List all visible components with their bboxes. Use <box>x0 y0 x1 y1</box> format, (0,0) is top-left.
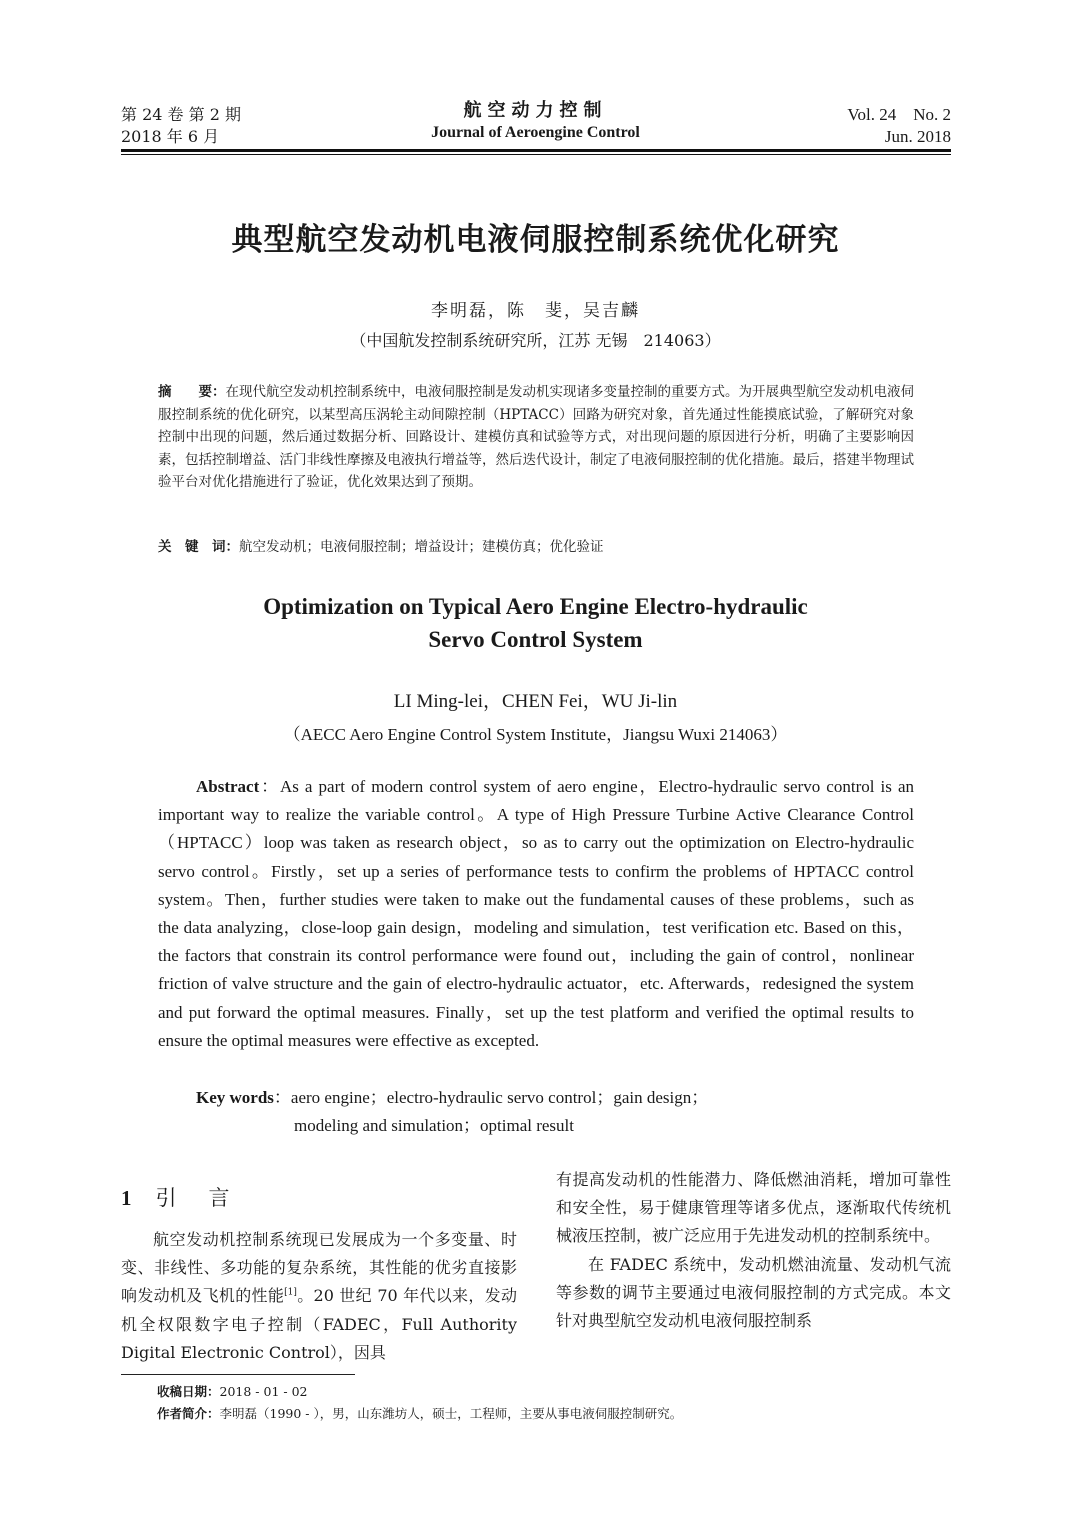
abstract-en-text: As a part of modern control system of aero engine，Electro-hydraulic servo control is an important way to realize the variable control。A type of High Pressure Turbine Active Clearance Control（HPTACC）loop was taken as research object，so as to carry out the optimization on Electro-hydraulic servo control。Firstly，set up a series of performance tests to confirm the problems of HPTACC control system。Then，further studies were taken to make out the fundamental causes of these problems，such as the data analyzing，close-loop gain design，modeling and simulation，test verification etc. Based on this，the factors that constrain its control performance were found out，including the gain of control，nonlinear friction of valve structure and the gain of electro-hydraulic actuator，etc. Afterwards，redesigned the system and put forward the optimal measures. Finally，set up the test platform and verified the optimal results to ensure the optimal measures were effective as excepted. <box>158 777 914 1050</box>
paper-title-en-line1: Optimization on Typical Aero Engine Electro-hydraulic <box>263 594 808 619</box>
received-date-note <box>157 1381 682 1403</box>
footnotes <box>157 1381 682 1425</box>
abstract-cn <box>158 381 914 494</box>
keywords-en-colon: ： <box>273 1088 291 1107</box>
header-rule-thick <box>121 149 951 152</box>
footnote-rule <box>121 1374 355 1375</box>
keywords-en <box>196 1084 916 1140</box>
body-column-right <box>556 1166 951 1335</box>
affiliation-cn: （中国航发控制系统研究所，江苏 无锡 214063） <box>350 331 721 350</box>
abstract-en <box>158 773 914 1055</box>
journal-name-cn: 航空动力控制 <box>463 100 608 121</box>
abstract-cn-label: 摘 要： <box>158 384 226 400</box>
received-date: 2018 - 01 - 02 <box>219 1384 308 1399</box>
section-title-part1: 引 <box>155 1186 177 1210</box>
body-paragraph <box>121 1226 517 1367</box>
paper-title-cn: 典型航空发动机电液伺服控制系统优化研究 <box>231 222 840 258</box>
section-heading <box>121 1182 230 1212</box>
abstract-en-label: Abstract <box>196 777 260 796</box>
body-column-left <box>121 1226 517 1367</box>
body-paragraph: 有提高发动机的性能潜力、降低燃油消耗，增加可靠性和安全性，易于健康管理等诸多优点，逐渐取代传统机械液压控制，被广泛应用于先进发动机的控制系统中。 <box>556 1170 951 1246</box>
body-paragraph: 在 FADEC 系统中，发动机燃油流量、发动机气流等参数的调节主要通过电液伺服控制的方式完成。本文针对典型航空发动机电液伺服控制系 <box>556 1254 951 1331</box>
date-cn: 2018 年 6 月 <box>121 127 220 146</box>
paper-title-en <box>0 590 1071 656</box>
journal-name-en: Journal of Aeroengine Control <box>431 124 640 141</box>
keywords-cn-label: 关 键 词： <box>158 539 239 555</box>
author-bio: 李明磊（1990 - ），男，山东潍坊人，硕士，工程师，主要从事电液伺服控制研究。 <box>219 1406 683 1421</box>
section-number: 1 <box>121 1186 132 1210</box>
header-right <box>847 104 951 148</box>
affiliation-en: （AECC Aero Engine Control System Institute，Jiangsu Wuxi 214063） <box>283 725 788 744</box>
section-title-part2: 言 <box>208 1186 230 1210</box>
volume-cn: 第 24 卷 第 2 期 <box>121 105 241 124</box>
abstract-en-colon: ： <box>259 777 280 796</box>
keywords-cn <box>158 537 914 557</box>
keywords-en-label: Key words <box>196 1088 274 1107</box>
author-bio-label: 作者简介： <box>157 1406 220 1421</box>
citation-ref: [1] <box>284 1288 297 1299</box>
body-text: 航空发动机控制系统现已发展成为一个多变量、时变、非线性、多功能的复杂系统，其性能的优劣直接影响发动机及飞机的性能 <box>121 1230 517 1306</box>
date-en: Jun. 2018 <box>884 127 951 146</box>
paper-title-en-line2: Servo Control System <box>428 627 643 652</box>
volume-en: Vol. 24 No. 2 <box>847 105 951 124</box>
body-text: 。20 世纪 70 年代以来，发动机全权限数字电子控制（FADEC，Full Authority Digital Electronic Control），因具 <box>121 1286 517 1362</box>
abstract-cn-text: 在现代航空发动机控制系统中，电液伺服控制是发动机实现诸多变量控制的重要方式。为开展典型航空发动机电液伺服控制系统的优化研究，以某型高压涡轮主动间隙控制（HPTACC）回路为研究对象，首先通过性能摸底试验，了解研究对象控制中出现的问题，然后通过数据分析、回路设计、建模仿真和试验等方式，对出现问题的原因进行分析，明确了主要影响因素，包括控制增益、活门非线性摩擦及电液执行增益等，然后迭代设计，制定了电液伺服控制的优化措施。最后，搭建半物理试验平台对优化措施进行了验证，优化效果达到了预期。 <box>158 384 914 491</box>
keywords-en-line1: aero engine；electro-hydraulic servo control；gain design； <box>290 1088 709 1107</box>
received-label: 收稿日期： <box>157 1384 220 1399</box>
authors-cn: 李明磊，陈 斐，吴吉麟 <box>431 301 640 321</box>
author-bio-note <box>157 1403 682 1425</box>
authors-en: LI Ming-lei，CHEN Fei，WU Ji-lin <box>393 691 678 712</box>
keywords-en-line2: modeling and simulation；optimal result <box>294 1116 574 1135</box>
keywords-cn-text: 航空发动机；电液伺服控制；增益设计；建模仿真；优化验证 <box>239 539 604 555</box>
header-rule-thin <box>121 154 951 155</box>
